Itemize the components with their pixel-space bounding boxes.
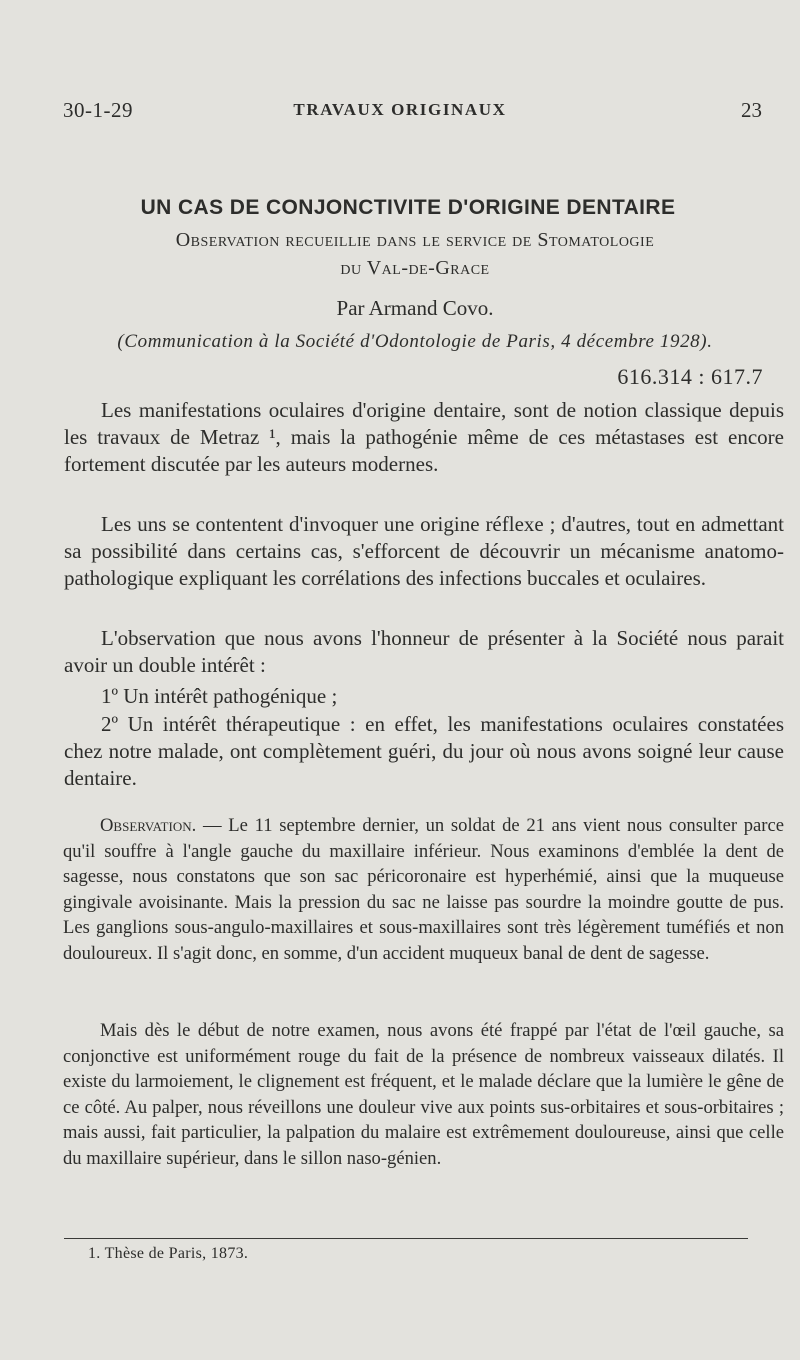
issue-date: 30-1-29 [63,98,133,122]
article-subtitle-line2: du Val-de-Grace [340,257,490,279]
intro-paragraph-1: Les manifestations oculaires d'origine dentaire, sont de notion classique depuis les travaux de Metraz ¹, mais la pathogénie même de ces métastases est encore fortement discutée par les auteurs modernes. [64,398,784,476]
intro-section-3 [64,625,784,679]
intro-section-5 [64,711,784,792]
communication-note: (Communication à la Société d'Odontologie de Paris, 4 décembre 1928). [117,331,713,352]
intro-section-2 [64,511,784,592]
footnote-rule [64,1238,748,1239]
classification-code: 616.314 : 617.7 [617,364,763,389]
observation-text-1: — Le 11 septembre dernier, un soldat de 21 ans vient nous consulter parce qu'il souffre à l'angle gauche du maxillaire inférieur. Nous examinons d'emblée la dent de sagesse, nous constatons que son sac péricoronaire est hyperhémié, ainsi que la muqueuse gingivale avoisinante. Mais la pression du sac ne laisse pas sourdre la moindre goutte de pus. Les ganglions sous-angulo-maxillaires et sous-maxillaires sont très légèrement tuméfiés et non douloureux. Il s'agit donc, en somme, d'un accident muqueux banal de dent de sagesse. [63,815,784,964]
page-number: 23 [741,98,762,122]
list-item-1: 1º Un intérêt pathogénique ; [101,684,338,708]
article-author: Par Armand Covo. [336,296,494,320]
intro-paragraph-3: L'observation que nous avons l'honneur de présenter à la Société nous parait avoir un double intérêt : [64,626,784,677]
article-subtitle-line1: Observation recueillie dans le service de Stomatologie [175,229,655,251]
list-item-2: 2º Un intérêt thérapeutique : en effet, les manifestations oculaires constatées chez notre malade, ont complètement guéri, du jour où nous avons soigné leur cause dentaire. [64,712,784,790]
observation-section-2 [63,1018,784,1172]
observation-label: Observation. [100,815,197,836]
intro-section [64,397,784,478]
running-title: TRAVAUX ORIGINAUX [293,100,507,119]
observation-paragraph-2: Mais dès le début de notre examen, nous avons été frappé par l'état de l'œil gauche, sa conjonctive est uniformément rouge du fait de la présence de nombreux vaisseaux dilatés. Il existe du larmoiement, le clignement est fréquent, et le malade déclare que la lumière le gêne de ce côté. Au palper, nous réveillons une douleur vive aux points sus-orbitaires et sous-orbitaires ; mais aussi, fait particulier, la palpation du malaire est extrêmement douloureuse, ainsi que celle du maxillaire supérieur, dans le sillon naso-génien. [63,1020,784,1169]
intro-section-4 [64,683,784,710]
observation-section [63,813,784,967]
intro-paragraph-2: Les uns se contentent d'invoquer une origine réflexe ; d'autres, tout en admettant sa possibilité dans certains cas, s'efforcent de découvrir un mécanisme anatomo-pathologique expliquant les corrélations des infections buccales et oculaires. [64,512,784,590]
article-title: UN CAS DE CONJONCTIVITE D'ORIGINE DENTAIRE [140,196,676,219]
observation-paragraph-1 [63,813,784,967]
footnote: 1. Thèse de Paris, 1873. [88,1245,249,1262]
